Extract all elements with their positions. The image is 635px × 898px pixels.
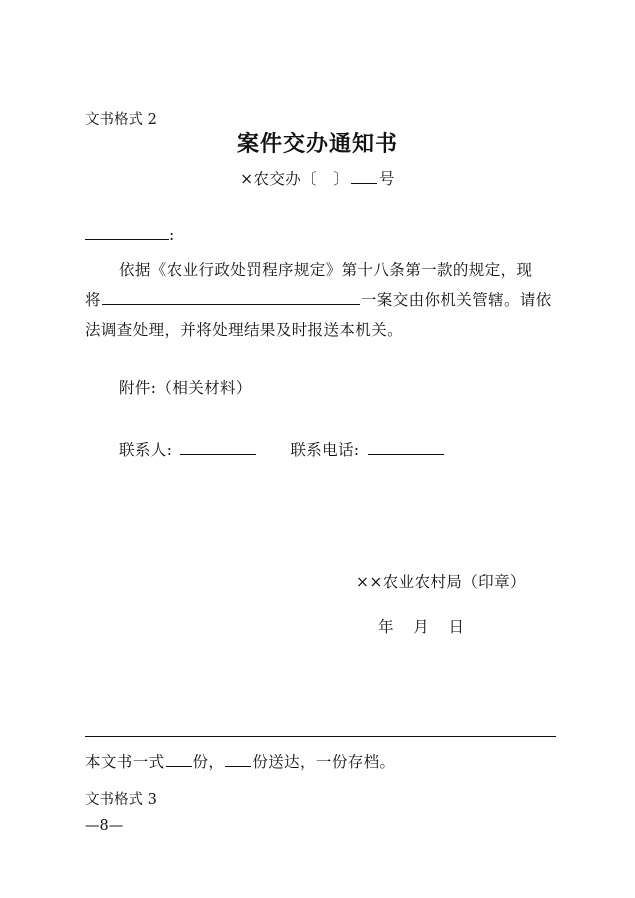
- recipient-line: [85, 226, 175, 244]
- document-format-label: 文书格式 2: [85, 112, 157, 128]
- next-format-label: 文书格式 3: [85, 792, 157, 808]
- recipient-colon: :: [169, 226, 175, 244]
- copies-total-blank: [166, 765, 192, 767]
- contact-person-label: 联系人:: [119, 441, 173, 459]
- body-line-2-prefix: 将: [85, 291, 101, 309]
- page-number: —8—: [85, 818, 124, 834]
- doc-number-bracket-close: 〕: [333, 170, 349, 188]
- doc-number-suffix: 号: [379, 170, 395, 188]
- copies-note: [85, 750, 395, 772]
- contact-row: [119, 438, 444, 460]
- body-line-3: 法调查处理，并将处理结果及时报送本机关。: [85, 321, 404, 339]
- document-number: [0, 167, 635, 189]
- copies-served-blank: [225, 765, 251, 767]
- copies-text-1: 本文书一式: [85, 753, 165, 771]
- footer-divider: [85, 736, 556, 737]
- recipient-blank: [85, 238, 169, 240]
- body-line-2: [85, 288, 552, 310]
- body-line-1: 依据《农业行政处罚程序规定》第十八条第一款的规定，现: [119, 261, 533, 279]
- copies-text-2: 份，: [192, 753, 225, 771]
- doc-number-prefix: ×农交办〔: [240, 170, 318, 188]
- document-title: 案件交办通知书: [236, 131, 398, 157]
- contact-phone-label: 联系电话:: [290, 441, 360, 459]
- contact-person-blank: [180, 453, 256, 455]
- contact-phone-blank: [368, 453, 444, 455]
- issuer-seal-line: ××农业农村局（印章）: [356, 573, 526, 591]
- case-name-blank: [102, 303, 360, 305]
- doc-number-serial-blank: [351, 182, 377, 184]
- date-line: 年 月 日: [378, 618, 465, 636]
- body-line-2-suffix: 一案交由你机关管辖。请依: [360, 291, 552, 309]
- attachment-line: 附件:（相关材料）: [119, 379, 252, 397]
- copies-text-3: 份送达，一份存档。: [252, 753, 396, 771]
